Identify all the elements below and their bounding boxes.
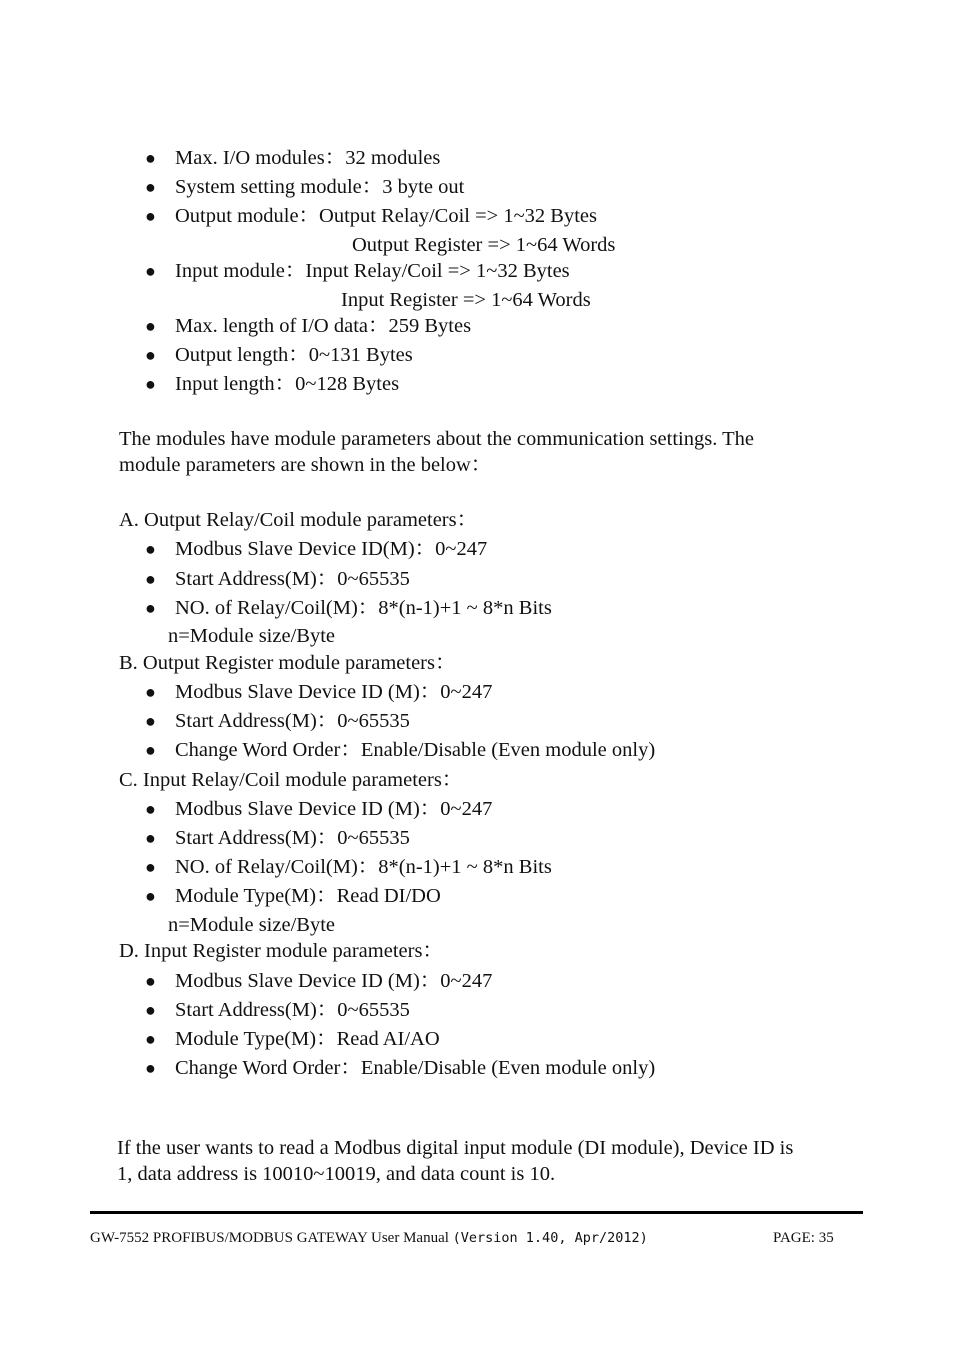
- section-b-heading: B. Output Register module parameters：: [119, 652, 456, 674]
- footer-divider: [90, 1211, 863, 1214]
- spec-item: ● System setting module：3 byte out: [145, 176, 465, 198]
- spec-continuation: Input Register => 1~64 Words: [341, 289, 591, 311]
- bullet-icon: ●: [145, 799, 156, 819]
- intro-line: The modules have module parameters about the communication settings. The: [119, 428, 754, 450]
- section-c-item: ● NO. of Relay/Coil(M)：8*(n-1)+1 ~ 8*n Bits: [145, 856, 552, 878]
- section-a-item: ● NO. of Relay/Coil(M)：8*(n-1)+1 ~ 8*n Bits: [145, 597, 552, 619]
- footer-version: (Version 1.40, Apr/2012): [452, 1230, 648, 1246]
- section-d-item: ● Module Type(M)：Read AI/AO: [145, 1028, 440, 1050]
- spec-continuation: Output Register => 1~64 Words: [352, 234, 616, 256]
- spec-item: ● Max. I/O modules：32 modules: [145, 147, 441, 169]
- bullet-icon: ●: [145, 569, 156, 589]
- section-b-item: ● Change Word Order：Enable/Disable (Even module only): [145, 739, 656, 761]
- section-a-heading: A. Output Relay/Coil module parameters：: [119, 509, 478, 531]
- section-c-item: ● Modbus Slave Device ID (M)：0~247: [145, 798, 493, 820]
- bullet-icon: ●: [145, 148, 156, 168]
- bullet-icon: ●: [145, 1029, 156, 1049]
- example-line: If the user wants to read a Modbus digital input module (DI module), Device ID is: [117, 1137, 794, 1159]
- spec-item: ● Input length：0~128 Bytes: [145, 373, 400, 395]
- bullet-icon: ●: [145, 740, 156, 760]
- bullet-icon: ●: [145, 711, 156, 731]
- section-d-item: ● Start Address(M)：0~65535: [145, 999, 410, 1021]
- bullet-icon: ●: [145, 345, 156, 365]
- section-b-item: ● Start Address(M)：0~65535: [145, 710, 410, 732]
- section-d-item: ● Change Word Order：Enable/Disable (Even module only): [145, 1057, 656, 1079]
- spec-item: ● Max. length of I/O data：259 Bytes: [145, 315, 472, 337]
- section-d-heading: D. Input Register module parameters：: [119, 940, 443, 962]
- section-b-item: ● Modbus Slave Device ID (M)：0~247: [145, 681, 493, 703]
- bullet-icon: ●: [145, 316, 156, 336]
- bullet-icon: ●: [145, 1000, 156, 1020]
- bullet-icon: ●: [145, 971, 156, 991]
- section-c-heading: C. Input Relay/Coil module parameters：: [119, 769, 463, 791]
- bullet-icon: ●: [145, 261, 156, 281]
- section-a-item: ● Start Address(M)：0~65535: [145, 568, 410, 590]
- bullet-icon: ●: [145, 598, 156, 618]
- bullet-icon: ●: [145, 177, 156, 197]
- bullet-icon: ●: [145, 682, 156, 702]
- bullet-icon: ●: [145, 857, 156, 877]
- section-d-item: ● Modbus Slave Device ID (M)：0~247: [145, 970, 493, 992]
- intro-line: module parameters are shown in the below：: [119, 454, 492, 476]
- spec-item: ● Output length：0~131 Bytes: [145, 344, 413, 366]
- section-c-item: ● Start Address(M)：0~65535: [145, 827, 410, 849]
- spec-item: ● Output module：Output Relay/Coil => 1~32 Bytes: [145, 205, 597, 227]
- bullet-icon: ●: [145, 886, 156, 906]
- bullet-icon: ●: [145, 828, 156, 848]
- page-number: PAGE: 35: [773, 1230, 834, 1246]
- spec-item: ● Input module：Input Relay/Coil => 1~32 Bytes: [145, 260, 570, 282]
- example-line: 1, data address is 10010~10019, and data count is 10.: [117, 1163, 556, 1185]
- footer-title: GW-7552 PROFIBUS/MODBUS GATEWAY User Manual (Version 1.40, Apr/2012): [90, 1230, 648, 1246]
- bullet-icon: ●: [145, 206, 156, 226]
- bullet-icon: ●: [145, 539, 156, 559]
- section-a-item: ● Modbus Slave Device ID(M)：0~247: [145, 538, 488, 560]
- section-c-item: ● Module Type(M)：Read DI/DO: [145, 885, 441, 907]
- section-c-note: n=Module size/Byte: [168, 914, 335, 936]
- bullet-icon: ●: [145, 374, 156, 394]
- bullet-icon: ●: [145, 1058, 156, 1078]
- section-a-note: n=Module size/Byte: [168, 625, 335, 647]
